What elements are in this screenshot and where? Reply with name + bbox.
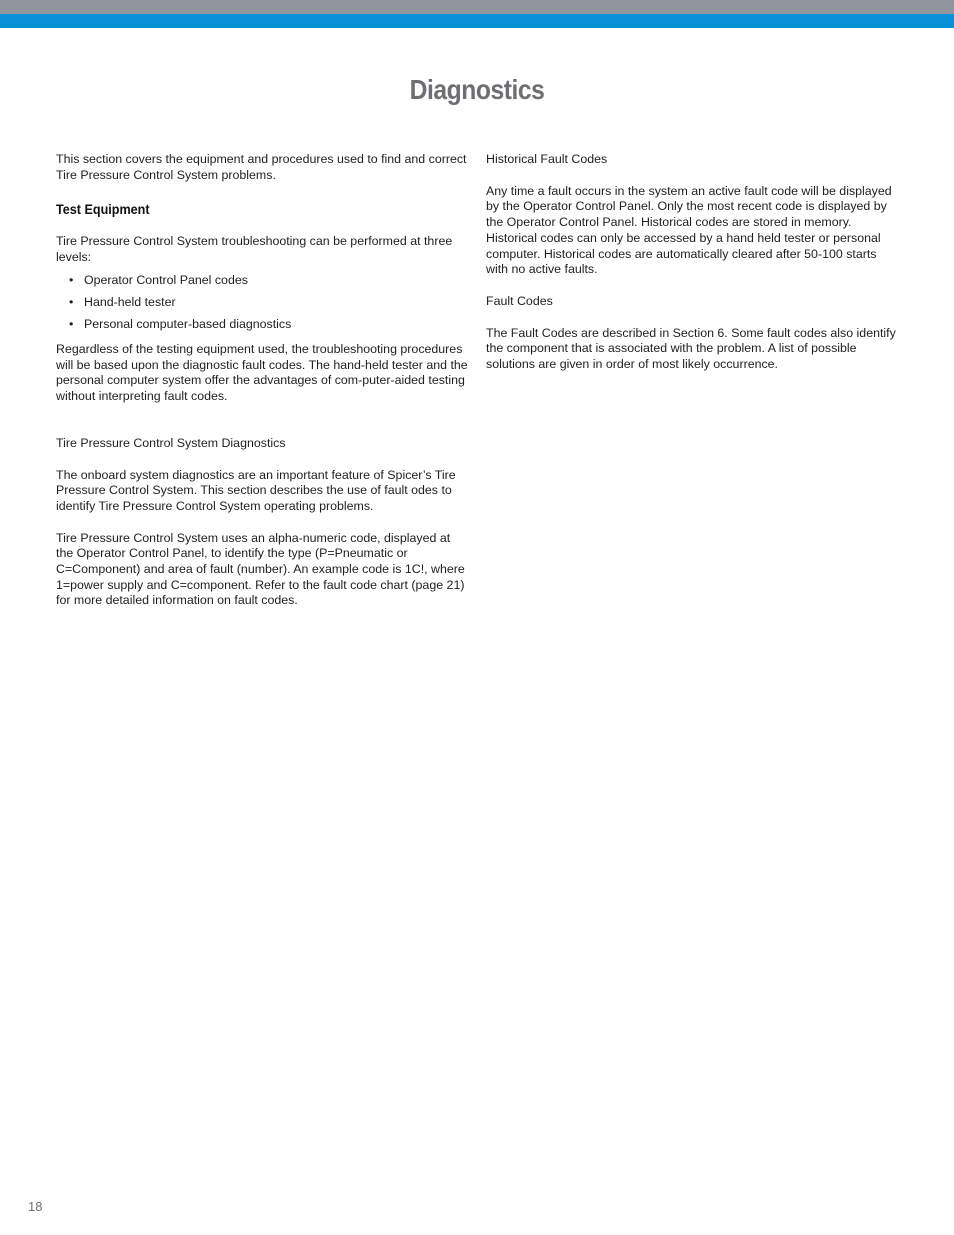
list-item-text: Personal computer-based diagnostics (84, 317, 292, 332)
header-blue-band (0, 14, 954, 28)
test-levels-list (56, 273, 468, 333)
header-gray-band (0, 0, 954, 14)
right-column (486, 152, 896, 373)
list-item (56, 295, 468, 311)
historical-fault-codes-paragraph: Any time a fault occurs in the system an active fault code will be displayed by the Operator Control Panel. Only the most recent code is displayed by the Operator Control Panel. Historical codes are stored in memory. Historical codes can only be accessed by a hand held tester or personal computer. Historical codes are automatically cleared after 50-100 starts with no active faults. (486, 183, 892, 277)
list-item-text: Hand-held tester (84, 294, 176, 309)
list-item (56, 273, 468, 289)
test-equipment-intro: Tire Pressure Control System troubleshooting can be performed at three levels: (56, 234, 453, 264)
fault-codes-heading: Fault Codes (486, 293, 553, 308)
left-column (56, 152, 468, 609)
page-number: 18 (28, 1199, 43, 1214)
bullet-icon: • (69, 294, 74, 309)
regardless-paragraph: Regardless of the testing equipment used, the troubleshooting procedures will be based upon the diagnostic fault codes. The hand-held tester and the personal computer system offer the advantages of com-puter-aided testing without interpreting fault codes. (56, 342, 468, 404)
page-title: Diagnostics (409, 74, 545, 105)
historical-fault-codes-heading: Historical Fault Codes (486, 152, 608, 166)
intro-paragraph: This section covers the equipment and procedures used to find and correct Tire Pressure Control System problems. (56, 152, 467, 182)
onboard-paragraph: The onboard system diagnostics are an important feature of Spicer’s Tire Pressure Control System. This section describes the use of fault odes to identify Tire Pressure Control System operating problems. (56, 467, 456, 513)
tpcs-diagnostics-heading: Tire Pressure Control System Diagnostics (56, 435, 286, 450)
bullet-icon: • (69, 272, 74, 287)
test-equipment-heading: Test Equipment (56, 201, 150, 218)
fault-codes-paragraph: The Fault Codes are described in Section 6. Some fault codes also identify the component that is associated with the problem. A list of possible solutions are given in order of most likely occurrence. (486, 325, 896, 372)
alpha-numeric-paragraph: Tire Pressure Control System uses an alpha-numeric code, displayed at the Operator Control Panel, to identify the type (P=Pneumatic or C=Component) and area of fault (number). An example code is 1C!, where 1=power supply and C=component. Refer to the fault code chart (page 21) for more detailed information on fault codes. (56, 530, 465, 608)
bullet-icon: • (69, 317, 74, 332)
list-item-text: Operator Control Panel codes (84, 272, 248, 287)
list-item (56, 317, 468, 333)
